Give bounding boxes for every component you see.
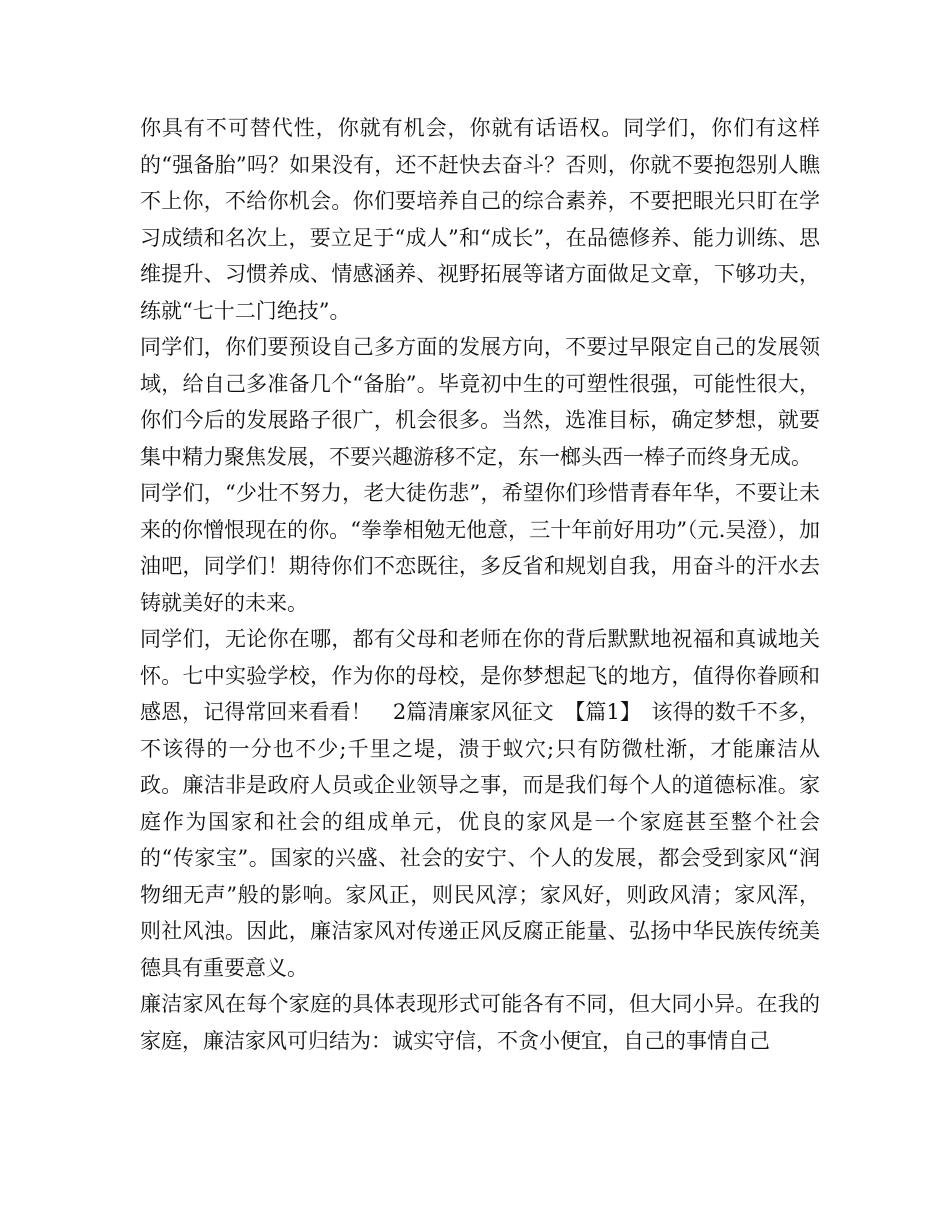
document-body bbox=[140, 110, 820, 1059]
paragraph-3: 同学们，“少壮不努力，老大徒伤悲”，希望你们珍惜青春年华，不要让未来的你憎恨现在的你。“拳拳相勉无他意，三十年前好用功”（元.吴澄），加油吧，同学们！期待你们不恋既往，多反省和规划自我，用奋斗的汗水去铸就美好的未来。 bbox=[140, 481, 820, 615]
paragraph-1: 你具有不可替代性，你就有机会，你就有话语权。同学们，你们有这样的“强备胎”吗？如果没有，还不赶快去奋斗？否则，你就不要抱怨别人瞧不上你，不给你机会。你们要培养自己的综合素养，不要把眼光只盯在学习成绩和名次上，要立足于“成人”和“成长”，在品德修养、能力训练、思维提升、习惯养成、情感涵养、视野拓展等诸方面做足文章，下够功夫，练就“七十二门绝技”。 bbox=[140, 116, 820, 323]
paragraph-2: 同学们，你们要预设自己多方面的发展方向，不要过早限定自己的发展领域，给自己多准备几个“备胎”。毕竟初中生的可塑性很强，可能性很大，你们今后的发展路子很广，机会很多。当然，选准目标，确定梦想，就要集中精力聚焦发展，不要兴趣游移不定，东一榔头西一棒子而终身无成。 bbox=[140, 335, 820, 469]
paragraph-4: 同学们，无论你在哪，都有父母和老师在你的背后默默地祝福和真诚地关怀。七中实验学校，作为你的母校，是你梦想起飞的地方，值得你眷顾和感恩，记得常回来看看！ 2篇清廉家风征文 【篇1】 该得的数千不多，不该得的一分也不少;千里之堤，溃于蚁穴;只有防微杜渐，才能廉洁从政。廉洁非是政府人员或企业领导之事，而是我们每个人的道德标准。家庭作为国家和社会的组成单元，优良的家风是一个家庭甚至整个社会的“传家宝”。国家的兴盛、社会的安宁、个人的发展，都会受到家风“润物细无声”般的影响。家风正，则民风淳；家风好，则政风清；家风浑，则社风浊。因此，廉洁家风对传递正风反腐正能量、弘扬中华民族传统美德具有重要意义。 bbox=[140, 627, 820, 980]
paragraph-5: 廉洁家风在每个家庭的具体表现形式可能各有不同，但大同小异。在我的家庭，廉洁家风可归结为：诚实守信，不贪小便宜，自己的事情自己 bbox=[140, 992, 820, 1053]
